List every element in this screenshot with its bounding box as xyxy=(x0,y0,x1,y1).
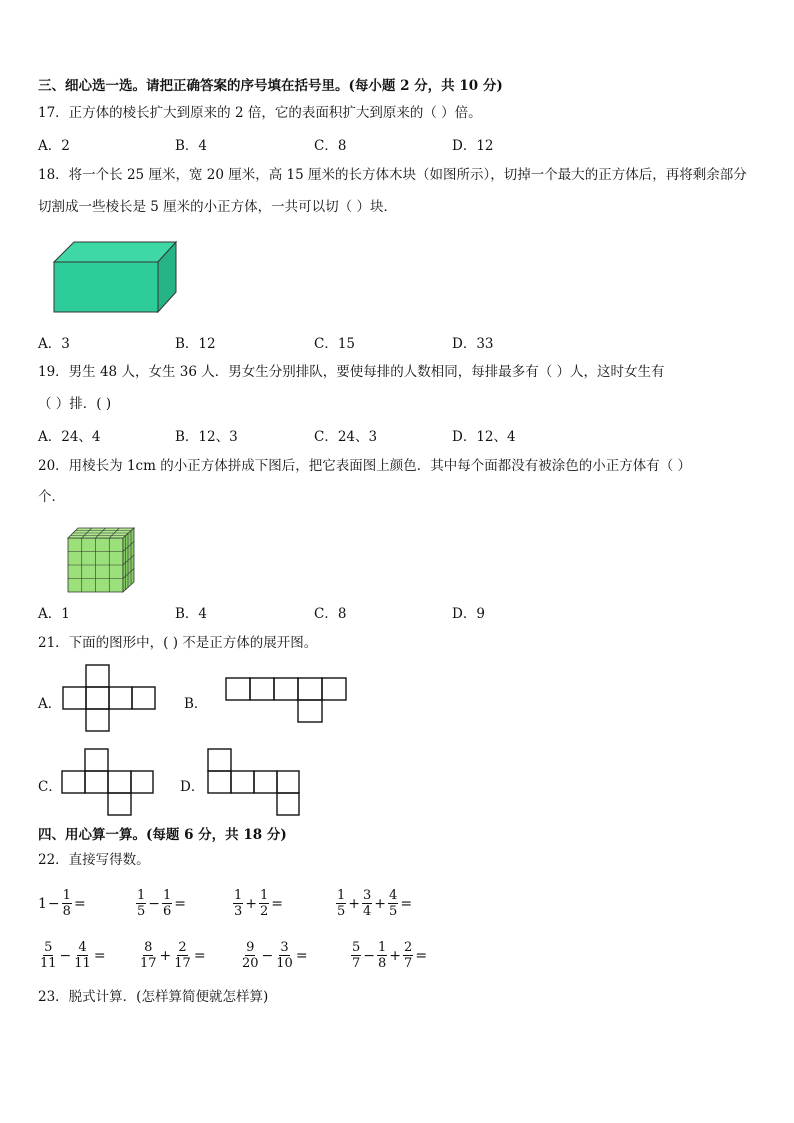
section-4-title: 四、用心算一算。(每题 6 分，共 18 分) xyxy=(38,827,287,843)
q17-option-b: B．4 xyxy=(175,138,208,154)
net-d-label: D． xyxy=(180,779,205,795)
q20-option-d: D．9 xyxy=(452,606,485,622)
q19-option-a: A．24、4 xyxy=(38,429,101,445)
question-18-line2: 切割成一些棱长是 5 厘米的小正方体，一共可以切（ ）块． xyxy=(38,199,397,215)
net-c xyxy=(62,748,154,818)
calc-2-3: $\frac{9}{20}$ − $\frac{3}{10}$ = xyxy=(242,940,308,971)
question-17: 17．正方体的棱长扩大到原来的 2 倍，它的表面积扩大到原来的（ ）倍。 xyxy=(38,105,482,121)
cuboid-figure xyxy=(54,242,178,314)
question-22: 22．直接写得数。 xyxy=(38,852,150,868)
question-20-line2: 个． xyxy=(38,489,65,505)
calc-1-1: 1 − $\frac{1}{8}$ = xyxy=(38,888,86,919)
question-21: 21．下面的图形中，( ) 不是正方体的展开图。 xyxy=(38,635,318,651)
net-c-label: C． xyxy=(38,779,62,795)
q19-option-d: D．12、4 xyxy=(452,429,516,445)
cube-grid-figure xyxy=(68,528,138,594)
question-18-line1: 18．将一个长 25 厘米，宽 20 厘米，高 15 厘米的长方体木块（如图所示），切掉一个最大的正方体后，再将剩余部分 xyxy=(38,167,747,183)
net-a xyxy=(63,664,156,734)
q19-option-b: B．12、3 xyxy=(175,429,238,445)
net-d xyxy=(207,748,300,818)
q20-option-c: C．8 xyxy=(314,606,347,622)
question-20-line1: 20．用棱长为 1cm 的小正方体拼成下图后，把它表面图上颜色．其中每个面都没有被涂色的小正方体有（ ） xyxy=(38,458,692,474)
q17-option-c: C．8 xyxy=(314,138,347,154)
net-b-label: B． xyxy=(184,696,208,712)
net-b xyxy=(225,677,347,725)
q20-option-b: B．4 xyxy=(175,606,208,622)
q19-option-c: C．24、3 xyxy=(314,429,378,445)
net-a-label: A． xyxy=(38,696,62,712)
q18-option-d: D．33 xyxy=(452,336,494,352)
question-19-line1: 19．男生 48 人，女生 36 人．男女生分别排队，要使每排的人数相同，每排最多有（ ）人，这时女生有 xyxy=(38,364,665,380)
question-23: 23．脱式计算．(怎样算简便就怎样算) xyxy=(38,989,269,1005)
q18-option-a: A．3 xyxy=(38,336,70,352)
calc-1-3: $\frac{1}{3}$ + $\frac{1}{2}$ = xyxy=(234,888,284,919)
q18-option-b: B．12 xyxy=(175,336,216,352)
calc-2-2: $\frac{8}{17}$ + $\frac{2}{17}$ = xyxy=(140,940,206,971)
q17-option-a: A．2 xyxy=(38,138,70,154)
q18-option-c: C．15 xyxy=(314,336,356,352)
q17-option-d: D．12 xyxy=(452,138,494,154)
section-3-title: 三、细心选一选。请把正确答案的序号填在括号里。(每小题 2 分，共 10 分) xyxy=(38,78,503,94)
calc-1-4: $\frac{1}{5}$ + $\frac{3}{4}$ + $\frac{4}{5}$ = xyxy=(337,888,413,919)
calc-2-4: $\frac{5}{7}$ − $\frac{1}{8}$ + $\frac{2}{7}$ = xyxy=(352,940,428,971)
calc-1-2: $\frac{1}{5}$ − $\frac{1}{6}$ = xyxy=(137,888,187,919)
question-19-line2: （ ）排．( ) xyxy=(38,396,112,412)
calc-2-1: $\frac{5}{11}$ − $\frac{4}{11}$ = xyxy=(40,940,106,971)
q20-option-a: A．1 xyxy=(38,606,70,622)
